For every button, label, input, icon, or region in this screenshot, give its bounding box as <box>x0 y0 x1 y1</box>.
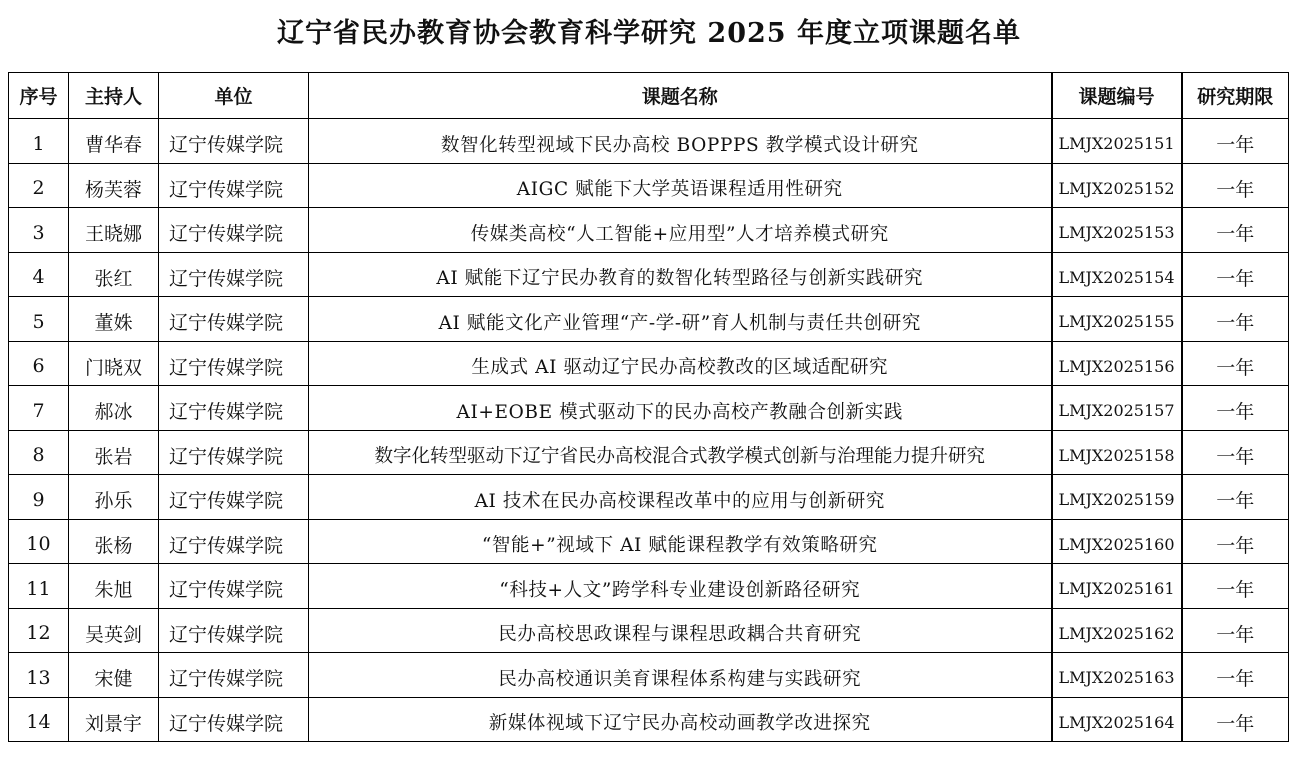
cell-unit: 辽宁传媒学院 <box>159 386 309 431</box>
cell-topic: “智能+”视域下 AI 赋能课程教学有效策略研究 <box>309 519 1052 564</box>
cell-unit: 辽宁传媒学院 <box>159 653 309 698</box>
cell-term: 一年 <box>1182 475 1289 520</box>
cell-index: 9 <box>9 475 69 520</box>
header-host: 主持人 <box>69 73 159 119</box>
cell-host: 王晓娜 <box>69 208 159 253</box>
table-row <box>9 297 1289 342</box>
cell-index: 6 <box>9 341 69 386</box>
cell-host: 门晓双 <box>69 341 159 386</box>
cell-topic: AI 技术在民办高校课程改革中的应用与创新研究 <box>309 475 1052 520</box>
cell-index: 4 <box>9 252 69 297</box>
cell-term: 一年 <box>1182 430 1289 475</box>
table-row <box>9 430 1289 475</box>
cell-term: 一年 <box>1182 519 1289 564</box>
header-unit: 单位 <box>159 73 309 119</box>
header-code: 课题编号 <box>1052 73 1182 119</box>
cell-term: 一年 <box>1182 697 1289 742</box>
cell-host: 杨芙蓉 <box>69 163 159 208</box>
cell-code: LMJX2025157 <box>1052 386 1182 431</box>
cell-host: 吴英剑 <box>69 608 159 653</box>
table-row <box>9 341 1289 386</box>
cell-index: 7 <box>9 386 69 431</box>
cell-term: 一年 <box>1182 252 1289 297</box>
cell-code: LMJX2025153 <box>1052 208 1182 253</box>
cell-index: 1 <box>9 119 69 164</box>
cell-host: 宋健 <box>69 653 159 698</box>
cell-code: LMJX2025160 <box>1052 519 1182 564</box>
page-title: 辽宁省民办教育协会教育科学研究 2025 年度立项课题名单 <box>277 18 1021 49</box>
cell-term: 一年 <box>1182 386 1289 431</box>
cell-unit: 辽宁传媒学院 <box>159 697 309 742</box>
project-table <box>8 72 1289 742</box>
cell-code: LMJX2025154 <box>1052 252 1182 297</box>
cell-term: 一年 <box>1182 297 1289 342</box>
cell-term: 一年 <box>1182 564 1289 609</box>
cell-code: LMJX2025161 <box>1052 564 1182 609</box>
table-row <box>9 119 1289 164</box>
cell-host: 孙乐 <box>69 475 159 520</box>
cell-unit: 辽宁传媒学院 <box>159 430 309 475</box>
cell-index: 13 <box>9 653 69 698</box>
cell-topic: 传媒类高校“人工智能+应用型”人才培养模式研究 <box>309 208 1052 253</box>
cell-index: 5 <box>9 297 69 342</box>
cell-code: LMJX2025158 <box>1052 430 1182 475</box>
cell-term: 一年 <box>1182 119 1289 164</box>
table-row <box>9 386 1289 431</box>
cell-code: LMJX2025163 <box>1052 653 1182 698</box>
table-header-row <box>9 73 1289 119</box>
cell-code: LMJX2025152 <box>1052 163 1182 208</box>
table-row <box>9 519 1289 564</box>
cell-topic: “科技+人文”跨学科专业建设创新路径研究 <box>309 564 1052 609</box>
cell-term: 一年 <box>1182 208 1289 253</box>
cell-host: 曹华春 <box>69 119 159 164</box>
cell-host: 朱旭 <box>69 564 159 609</box>
cell-topic: 民办高校通识美育课程体系构建与实践研究 <box>309 653 1052 698</box>
cell-topic: AI+EOBE 模式驱动下的民办高校产教融合创新实践 <box>309 386 1052 431</box>
table-row <box>9 608 1289 653</box>
cell-term: 一年 <box>1182 341 1289 386</box>
cell-topic: 数字化转型驱动下辽宁省民办高校混合式教学模式创新与治理能力提升研究 <box>309 430 1052 475</box>
cell-index: 3 <box>9 208 69 253</box>
cell-unit: 辽宁传媒学院 <box>159 163 309 208</box>
table-row <box>9 564 1289 609</box>
cell-topic: 生成式 AI 驱动辽宁民办高校教改的区域适配研究 <box>309 341 1052 386</box>
cell-topic: 新媒体视域下辽宁民办高校动画教学改进探究 <box>309 697 1052 742</box>
cell-host: 郝冰 <box>69 386 159 431</box>
cell-index: 10 <box>9 519 69 564</box>
cell-unit: 辽宁传媒学院 <box>159 341 309 386</box>
cell-code: LMJX2025164 <box>1052 697 1182 742</box>
cell-host: 董姝 <box>69 297 159 342</box>
cell-code: LMJX2025155 <box>1052 297 1182 342</box>
cell-index: 12 <box>9 608 69 653</box>
cell-unit: 辽宁传媒学院 <box>159 252 309 297</box>
cell-unit: 辽宁传媒学院 <box>159 297 309 342</box>
header-term: 研究期限 <box>1182 73 1289 119</box>
cell-term: 一年 <box>1182 608 1289 653</box>
cell-index: 11 <box>9 564 69 609</box>
cell-host: 张杨 <box>69 519 159 564</box>
table-row <box>9 653 1289 698</box>
cell-host: 张红 <box>69 252 159 297</box>
header-topic: 课题名称 <box>309 73 1052 119</box>
cell-unit: 辽宁传媒学院 <box>159 608 309 653</box>
cell-host: 张岩 <box>69 430 159 475</box>
cell-index: 14 <box>9 697 69 742</box>
cell-code: LMJX2025162 <box>1052 608 1182 653</box>
cell-topic: AIGC 赋能下大学英语课程适用性研究 <box>309 163 1052 208</box>
table-row <box>9 697 1289 742</box>
cell-topic: AI 赋能文化产业管理“产-学-研”育人机制与责任共创研究 <box>309 297 1052 342</box>
cell-unit: 辽宁传媒学院 <box>159 208 309 253</box>
cell-topic: AI 赋能下辽宁民办教育的数智化转型路径与创新实践研究 <box>309 252 1052 297</box>
cell-unit: 辽宁传媒学院 <box>159 564 309 609</box>
cell-term: 一年 <box>1182 653 1289 698</box>
table-row <box>9 475 1289 520</box>
cell-code: LMJX2025159 <box>1052 475 1182 520</box>
cell-unit: 辽宁传媒学院 <box>159 475 309 520</box>
cell-index: 8 <box>9 430 69 475</box>
table-row <box>9 252 1289 297</box>
cell-host: 刘景宇 <box>69 697 159 742</box>
cell-topic: 民办高校思政课程与课程思政耦合共育研究 <box>309 608 1052 653</box>
table-row <box>9 208 1289 253</box>
cell-topic: 数智化转型视域下民办高校 BOPPPS 教学模式设计研究 <box>309 119 1052 164</box>
cell-unit: 辽宁传媒学院 <box>159 119 309 164</box>
header-index: 序号 <box>9 73 69 119</box>
cell-code: LMJX2025156 <box>1052 341 1182 386</box>
cell-unit: 辽宁传媒学院 <box>159 519 309 564</box>
cell-code: LMJX2025151 <box>1052 119 1182 164</box>
cell-index: 2 <box>9 163 69 208</box>
table-row <box>9 163 1289 208</box>
cell-term: 一年 <box>1182 163 1289 208</box>
